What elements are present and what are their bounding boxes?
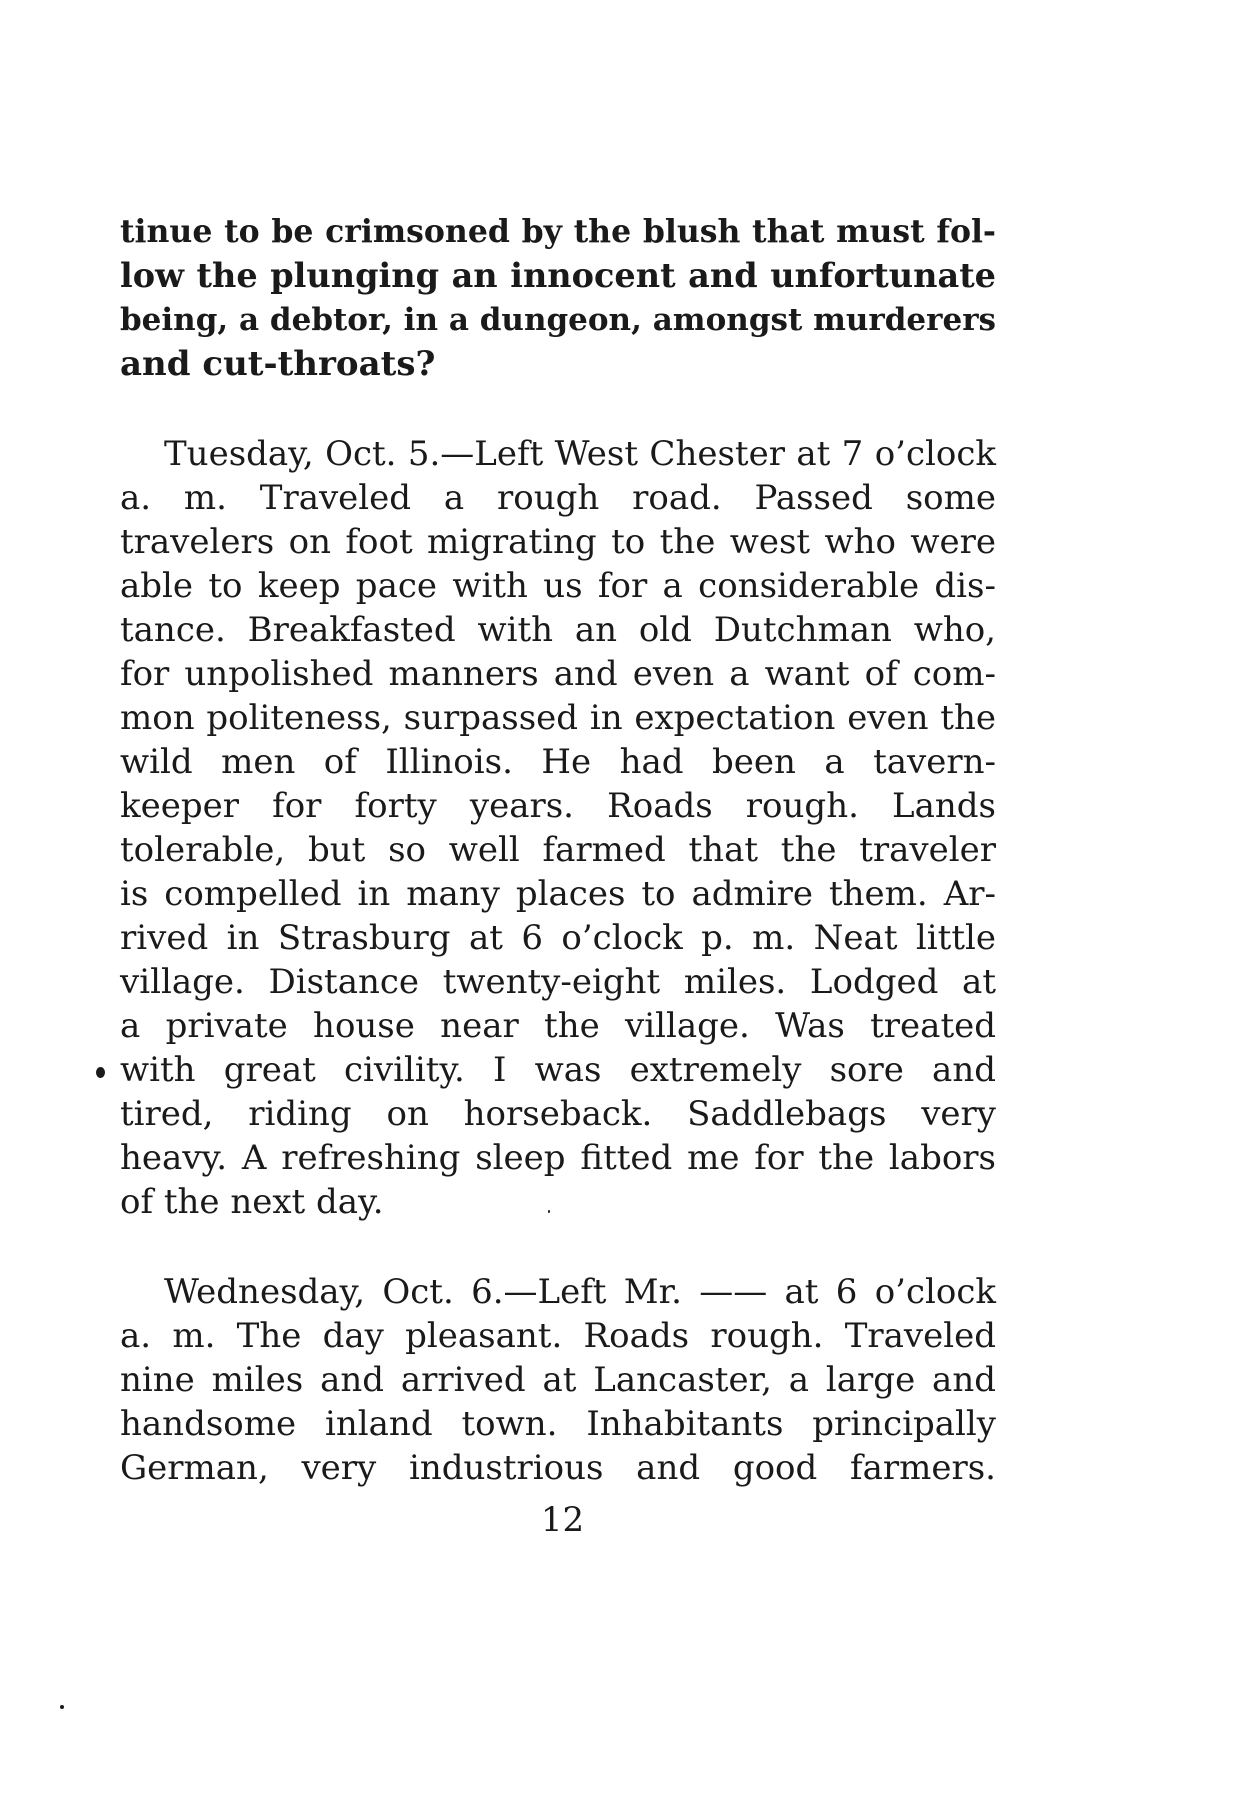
text-line: mon politeness, surpassed in expectation even the (120, 698, 996, 738)
text-line: tired, riding on horseback. Saddlebags very (120, 1094, 996, 1134)
text-line: nine miles and arrived at Lancaster, a large and (120, 1360, 996, 1400)
paragraph-continuation (120, 210, 996, 386)
scan-speck (60, 1705, 64, 1709)
text-line: German, very industrious and good farmers. (120, 1448, 996, 1488)
text-line: a. m. Traveled a rough road. Passed some (120, 478, 996, 518)
text-line: a private house near the village. Was treated (120, 1006, 996, 1046)
text-line: and cut-throats? (120, 344, 436, 384)
paragraph-wednesday (120, 1270, 996, 1490)
scan-speck (548, 1210, 550, 1213)
text-line: tolerable, but so well farmed that the traveler (120, 830, 996, 870)
text-line: is compelled in many places to admire them. Ar- (120, 874, 996, 914)
text-line: being, a debtor, in a dungeon, amongst murderers (120, 302, 996, 338)
text-line: village. Distance twenty-eight miles. Lodged at (120, 962, 996, 1002)
text-line: wild men of Illinois. He had been a tavern- (120, 742, 996, 782)
text-line: for unpolished manners and even a want of com- (120, 654, 996, 694)
scan-speck (96, 1067, 105, 1078)
text-line: keeper for forty years. Roads rough. Lands (120, 786, 996, 826)
text-line: able to keep pace with us for a considerable dis- (120, 566, 996, 606)
text-line: with great civility. I was extremely sore and (120, 1050, 996, 1090)
text-line: handsome inland town. Inhabitants principally (120, 1404, 996, 1444)
paragraph-tuesday (120, 432, 996, 1224)
text-line: tinue to be crimsoned by the blush that must fol- (120, 213, 996, 250)
text-line: rived in Strasburg at 6 o’clock p. m. Neat little (120, 918, 996, 958)
page-number: 12 (540, 1500, 585, 1540)
text-line: heavy. A refreshing sleep fitted me for the labors (120, 1138, 996, 1178)
text-line: a. m. The day pleasant. Roads rough. Traveled (120, 1316, 996, 1356)
text-line: Tuesday, Oct. 5.—Left West Chester at 7 o’clock (164, 434, 996, 474)
text-line: of the next day. (120, 1182, 384, 1222)
text-line: tance. Breakfasted with an old Dutchman who, (120, 610, 996, 650)
text-line: Wednesday, Oct. 6.—Left Mr. —— at 6 o’clock (164, 1272, 996, 1312)
text-line: low the plunging an innocent and unfortunate (120, 256, 996, 295)
text-line: travelers on foot migrating to the west who were (120, 522, 996, 562)
